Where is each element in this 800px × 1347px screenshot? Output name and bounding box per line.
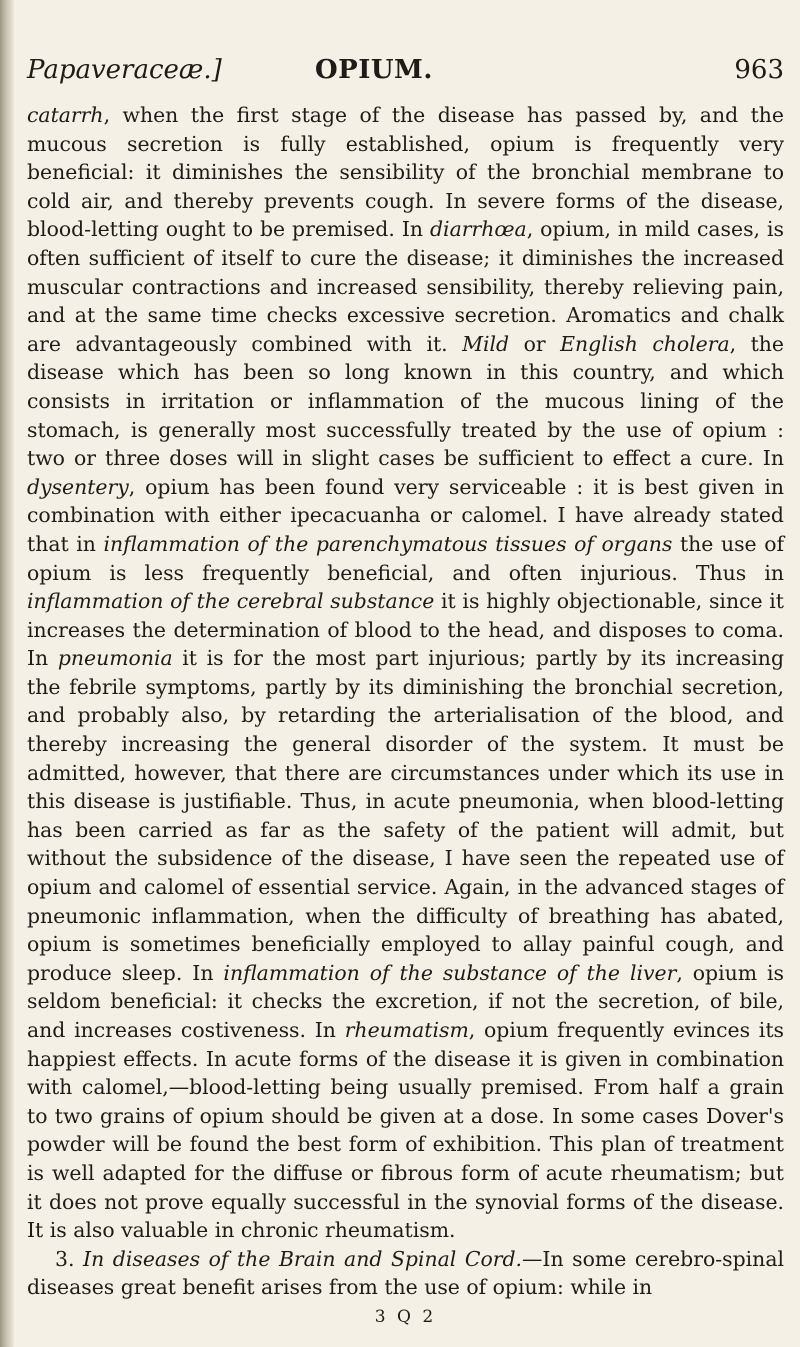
paragraph-catarrh (27, 101, 784, 1245)
text-run: , opium, in mild cases, is often sufficient of itself to cure the disease; it diminishes the increased muscular contractions and increased sensibility, thereby relieving pain, and at the same time checks excessive secretion. Aromatics and chalk are advantageously combined with it. (27, 217, 784, 356)
text-run: it is for the most part injurious; partly by its increasing the febrile symptoms, partly by its diminishing the bronchial secretion, and probably also, by retarding the arterialisation of the blood, and thereby increasing the general disorder of the system. It must be admitted, however, that there are circumstances under which its use in this disease is justifiable. Thus, in acute pneumonia, when blood-letting has been carried as far as the safety of the patient will admit, but without the subsidence of the disease, I have seen the repeated use of opium and calomel of essential service. Again, in the advanced stages of pneumonic inflammation, when the difficulty of breathing has abated, opium is sometimes beneficially employed to allay painful cough, and produce sleep. In (27, 646, 784, 985)
section-title: Papaveraceæ.] (27, 55, 222, 85)
text-run: , the disease which has been so long known in this country, and which consists in irritation or inflammation of the mucous lining of the stomach, is generally most successfully treated by the use of opium : two or three doses will in slight cases be sufficient to effect a cure. In (27, 331, 784, 471)
term-dysentery: dysentery (27, 474, 129, 499)
term-catarrh: catarrh (27, 103, 104, 127)
text-run: , opium is seldom beneficial: it checks the excretion, if not the secretion, of bile, and increases costiveness. In (27, 960, 784, 1042)
text-run: , opium has been found very serviceable : it is best given in combination with either ipecacuanha or calomel. I have already stated that in (27, 474, 784, 556)
term-diarrhoea: diarrhœa (430, 217, 527, 242)
text-run: it is highly objectionable, since it increases the determination of blood to the head, and disposes to coma. In (27, 589, 784, 671)
signature-mark: 3 Q 2 (374, 1306, 437, 1327)
section-number: 3. (55, 1246, 84, 1271)
term-english-cholera: English cholera (560, 331, 730, 356)
page-title: OPIUM. (315, 55, 433, 85)
book-page (27, 50, 784, 1329)
text-run: —In some cerebro-spinal diseases great benefit arises from the use of opium: while in (27, 1246, 784, 1300)
term-rheumatism: rheumatism (344, 1018, 469, 1042)
text-run: , opium frequently evinces its happiest effects. In acute forms of the disease it is given in combination with calomel,—blood-letting being usually premised. From half a grain to two grains of opium should be given at a dose. In some cases Dover's powder will be found the best form of exhibition. This plan of treatment is well adapted for the diffuse or fibrous form of acute rheumatism; but it does not prove equally successful in the synovial forms of the disease. It is also valuable in chronic rheumatism. (27, 1018, 784, 1243)
term-inflammation-parenchymatous: inflammation of the parenchymatous tissues of organs (103, 531, 673, 556)
page-body (27, 101, 784, 1302)
text-run: the use of opium is less frequently beneficial, and often injurious. Thus in (27, 531, 785, 585)
page-number: 963 (734, 55, 784, 85)
term-inflammation-liver: inflammation of the substance of the liver (223, 960, 677, 985)
term-mild: Mild (462, 331, 510, 356)
book-binding-shadow (0, 0, 14, 1347)
text-run: or (509, 331, 561, 356)
term-inflammation-cerebral: inflammation of the cerebral substance (27, 589, 435, 614)
term-pneumonia: pneumonia (57, 646, 173, 671)
paragraph-brain-spinal (27, 1245, 784, 1302)
running-header (27, 50, 784, 90)
section-heading: In diseases of the Brain and Spinal Cord. (83, 1246, 523, 1271)
text-run: , when the first stage of the disease has passed by, and the mucous secretion is fully established, opium is frequently very beneficial: it diminishes the sensibility of the bronchial membrane to cold air, and thereby prevents cough. In severe forms of the disease, blood-letting ought to be premised. In (27, 103, 784, 242)
